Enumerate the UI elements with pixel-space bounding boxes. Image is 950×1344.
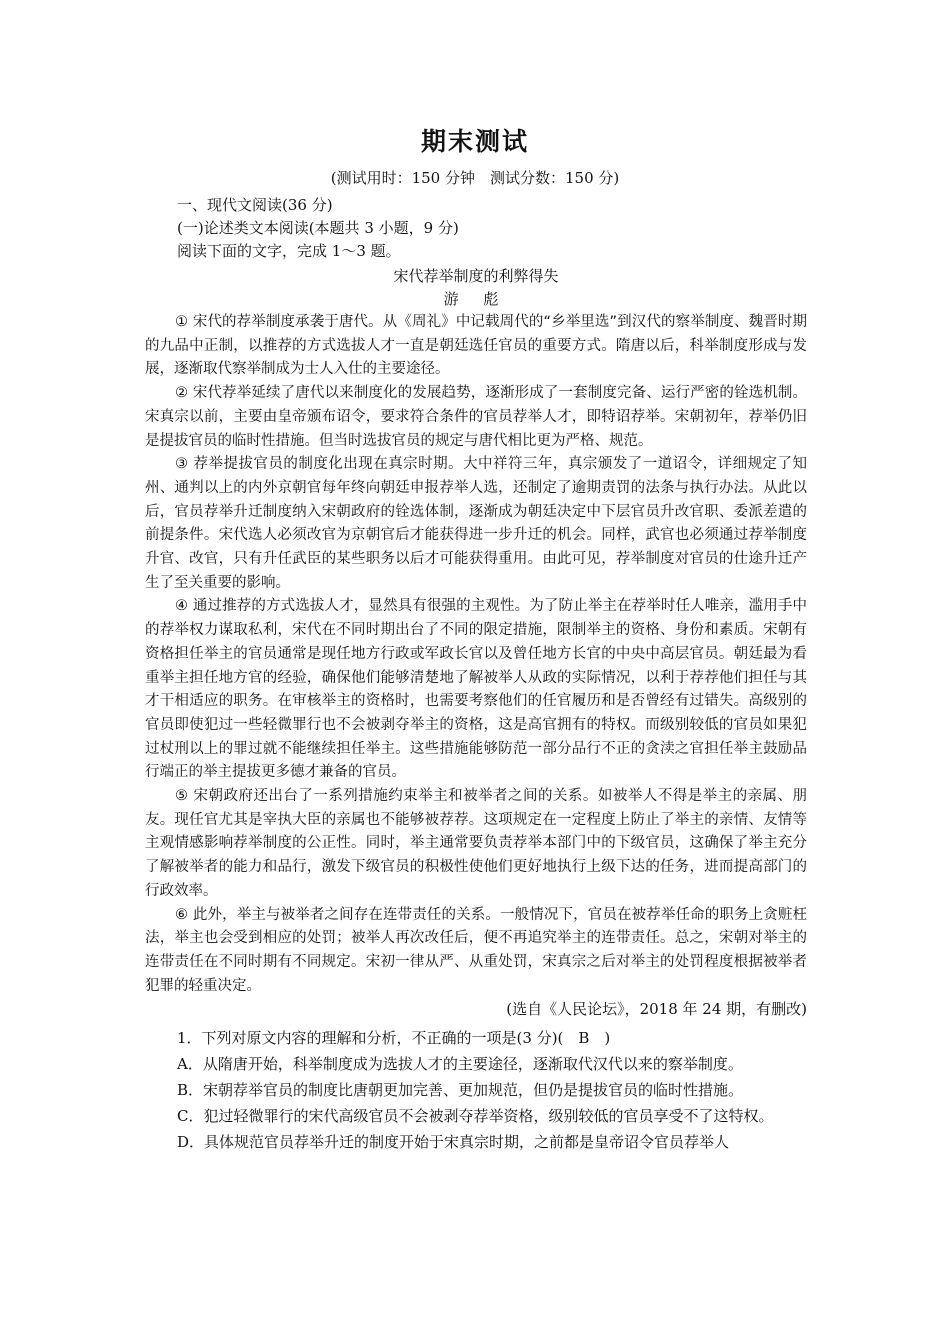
option-c: C．犯过轻微罪行的宋代高级官员不会被剥夺荐举资格，级别较低的官员享受不了这特权。 [177, 1107, 774, 1126]
article-source: (选自《人民论坛》，2018 年 24 期，有删改) [506, 1000, 807, 1019]
article-author: 游 彪 [443, 290, 509, 308]
option-b: B．宋朝荐举官员的制度比唐朝更加完善、更加规范，但仍是提拔官员的临时性措施。 [177, 1081, 744, 1100]
option-d: D．具体规范官员荐举升迁的制度开始于宋真宗时期，之前都是皇帝诏令官员荐举人 [177, 1133, 730, 1152]
paragraph-1: ① 宋代的荐举制度承袭于唐代。从《周礼》中记载周代的“乡举里选”到汉代的察举制度、魏晋时期的九品中正制，以推荐的方式选拔人才一直是朝廷选任官员的重要方式。隋唐以后，科举制度形成与发展，逐渐取代察举制成为士人入仕的主要途径。 [145, 314, 807, 378]
question-1 [145, 1027, 807, 1154]
sub-heading: (一)论述类文本阅读(本题共 3 小题，9 分) [177, 219, 459, 237]
section-heading: 一、现代文阅读(36 分) [177, 196, 333, 214]
main-content [145, 190, 807, 1154]
paragraph-2: ② 宋代荐举延续了唐代以来制度化的发展趋势，逐渐形成了一套制度完备、运行严密的铨选机制。宋真宗以前，主要由皇帝颁布诏令，要求符合条件的官员荐举人才，即特诏荐举。宋朝初年，荐举仍旧是提拔官员的临时性措施。但当时选拔官员的规定与唐代相比更为严格、规范。 [145, 385, 807, 449]
paragraph-5: ⑤ 宋朝政府还出台了一系列措施约束举主和被举者之间的关系。如被举人不得是举主的亲属、朋友。现任官尤其是宰执大臣的亲属也不能够被荐荐。这项规定在一定程度上防止了举主的亲情、友情等主观情感影响荐举制度的公正性。同时，举主通常要负责荐举本部门中的下级官员，这确保了举主充分了解被举者的能力和品行，激发下级官员的积极性使他们更好地执行上级下达的任务，进而提高部门的行政效率。 [145, 788, 807, 899]
paragraph-6: ⑥ 此外，举主与被举者之间存在连带责任的关系。一般情况下，官员在被荐举任命的职务上贪赃枉法，举主也会受到相应的处罚；被举人再次改任后，便不再追究举主的连带责任。总之，宋朝对举主的连带责任在不同时期有不同规定。宋初一律从严、从重处罚，宋真宗之后对举主的处罚程度根据被举者犯罪的轻重决定。 [145, 906, 807, 994]
paragraph-3: ③ 荐举提拔官员的制度化出现在真宗时期。大中祥符三年，真宗颁发了一道诏令，详细规定了知州、通判以上的内外京朝官每年终向朝廷申报荐举人选，还制定了逾期责罚的法条与执行办法。从此以后，官员荐举升迁制度纳入宋朝政府的铨选体制，逐渐成为朝廷决定中下层官员升改官职、委派差遣的前提条件。宋代选人必须改官为京朝官后才能获得进一步升迁的机会。同样，武官也必须通过荐举制度升官、改官，只有升任武臣的某些职务以后才可能获得重用。由此可见，荐举制度对官员的仕途升迁产生了至关重要的影响。 [145, 456, 807, 591]
question-stem: 1．下列对原文内容的理解和分析，不正确的一项是(3 分)( B ) [177, 1029, 611, 1048]
option-a: A．从隋唐开始，科举制度成为选拔人才的主要途径，逐渐取代汉代以来的察举制度。 [177, 1055, 743, 1074]
paragraph-4: ④ 通过推荐的方式选拔人才，显然具有很强的主观性。为了防止举主在荐举时任人唯亲，滥用手中的荐举权力谋取私利，宋代在不同时期出台了不同的限定措施，限制举主的资格、身份和素质。宋朝有资格担任举主的官员通常是现任地方行政或军政长官以及曾任地方长官的中央中高层官员。朝廷最为看重举主担任地方官的经验，确保他们能够清楚地了解被举人从政的实际情况，以利于荐荐他们担任与其才干相适应的职务。在审核举主的资格时，也需要考察他们的任官履历和是否曾经有过错失。高级别的官员即使犯过一些轻微罪行也不会被剥夺举主的资格，这是高官拥有的特权。而级别较低的官员如果犯过杖刑以上的罪过就不能继续担任举主。这些措施能够防范一部分品行不正的贪渎之官担任举主鼓励品行端正的举主提拔更多德才兼备的官员。 [145, 598, 807, 781]
instruction: 阅读下面的文字，完成 1～3 题。 [177, 242, 401, 260]
exam-meta: (测试用时：150 分钟 测试分数：150 分) [330, 169, 620, 187]
article-title: 宋代荐举制度的利弊得失 [393, 267, 559, 285]
page-title: 期末测试 [420, 127, 529, 156]
article-body [145, 311, 807, 998]
